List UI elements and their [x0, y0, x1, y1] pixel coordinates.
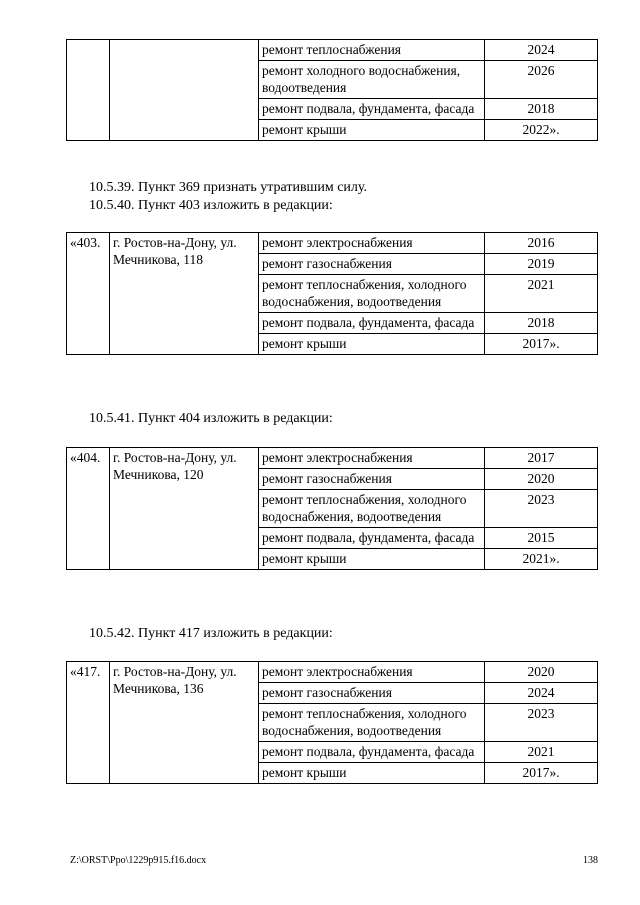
work-cell: ремонт крыши [259, 334, 485, 355]
continuation-table [66, 39, 598, 141]
work-cell: ремонт подвала, фундамента, фасада [259, 528, 485, 549]
year-cell: 2018 [485, 99, 598, 120]
table-row [67, 40, 598, 61]
item-table-404 [66, 447, 598, 570]
footer-page-number: 138 [583, 855, 598, 866]
year-cell: 2023 [485, 704, 598, 742]
year-cell: 2020 [485, 469, 598, 490]
table-row [67, 448, 598, 469]
year-cell: 2026 [485, 61, 598, 99]
year-cell: 2017». [485, 763, 598, 784]
item-number: «403. [67, 233, 110, 355]
table-row [67, 233, 598, 254]
table-row [67, 662, 598, 683]
year-cell: 2017». [485, 334, 598, 355]
work-cell: ремонт крыши [259, 549, 485, 570]
year-cell: 2021 [485, 742, 598, 763]
year-cell: 2021 [485, 275, 598, 313]
paragraph-10-5-41: 10.5.41. Пункт 404 изложить в редакции: [89, 411, 333, 426]
item-address: г. Ростов-на-Дону, ул. Мечникова, 136 [110, 662, 259, 784]
paragraph-10-5-39: 10.5.39. Пункт 369 признать утратившим силу. [89, 180, 367, 195]
year-cell: 2021». [485, 549, 598, 570]
year-cell: 2024 [485, 40, 598, 61]
year-cell: 2017 [485, 448, 598, 469]
year-cell: 2023 [485, 490, 598, 528]
number-cell [67, 40, 110, 141]
item-address: г. Ростов-на-Дону, ул. Мечникова, 120 [110, 448, 259, 570]
footer-file-path: Z:\ORST\Ppo\1229p915.f16.docx [70, 855, 207, 866]
item-number: «404. [67, 448, 110, 570]
year-cell: 2022». [485, 120, 598, 141]
work-cell: ремонт холодного водоснабжения, водоотведения [259, 61, 485, 99]
work-cell: ремонт газоснабжения [259, 254, 485, 275]
work-cell: ремонт подвала, фундамента, фасада [259, 742, 485, 763]
work-cell: ремонт электроснабжения [259, 448, 485, 469]
work-cell: ремонт газоснабжения [259, 469, 485, 490]
address-cell [110, 40, 259, 141]
item-table-403 [66, 232, 598, 355]
year-cell: 2018 [485, 313, 598, 334]
item-address: г. Ростов-на-Дону, ул. Мечникова, 118 [110, 233, 259, 355]
year-cell: 2020 [485, 662, 598, 683]
item-number: «417. [67, 662, 110, 784]
work-cell: ремонт теплоснабжения [259, 40, 485, 61]
work-cell: ремонт электроснабжения [259, 662, 485, 683]
work-cell: ремонт подвала, фундамента, фасада [259, 99, 485, 120]
work-cell: ремонт теплоснабжения, холодного водоснабжения, водоотведения [259, 490, 485, 528]
paragraph-10-5-42: 10.5.42. Пункт 417 изложить в редакции: [89, 626, 333, 641]
item-table-417 [66, 661, 598, 784]
work-cell: ремонт крыши [259, 763, 485, 784]
paragraph-10-5-40: 10.5.40. Пункт 403 изложить в редакции: [89, 198, 333, 213]
year-cell: 2016 [485, 233, 598, 254]
work-cell: ремонт электроснабжения [259, 233, 485, 254]
work-cell: ремонт подвала, фундамента, фасада [259, 313, 485, 334]
work-cell: ремонт теплоснабжения, холодного водоснабжения, водоотведения [259, 275, 485, 313]
year-cell: 2015 [485, 528, 598, 549]
year-cell: 2019 [485, 254, 598, 275]
work-cell: ремонт газоснабжения [259, 683, 485, 704]
work-cell: ремонт теплоснабжения, холодного водоснабжения, водоотведения [259, 704, 485, 742]
work-cell: ремонт крыши [259, 120, 485, 141]
year-cell: 2024 [485, 683, 598, 704]
